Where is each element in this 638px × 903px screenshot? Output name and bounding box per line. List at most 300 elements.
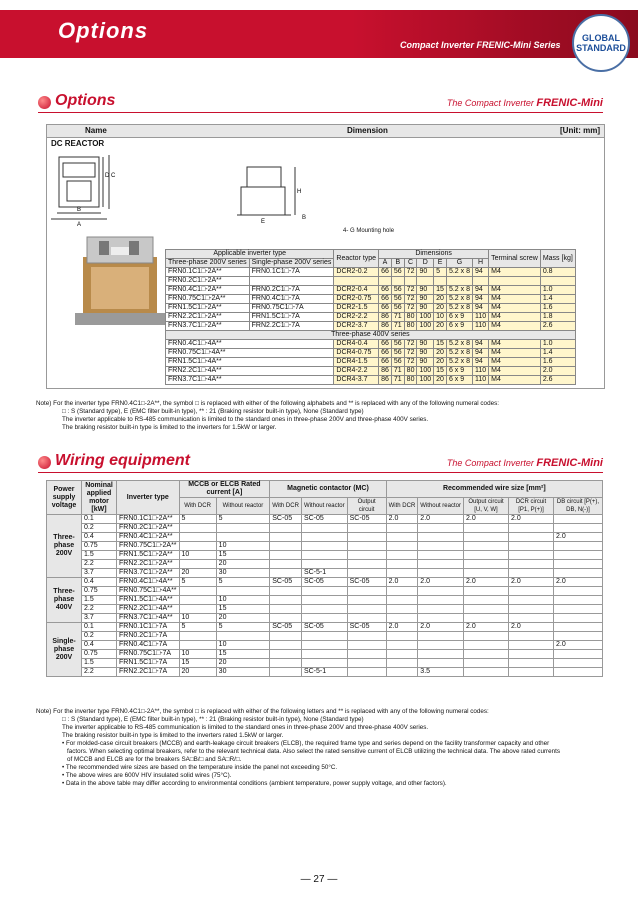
cell-db: [554, 524, 603, 533]
dim-mass: 1.6: [540, 358, 575, 367]
dim-mass: 1.8: [540, 313, 575, 322]
cell-w3: [464, 587, 509, 596]
cell-m2: 5: [216, 578, 270, 587]
cell-w3: 2.0: [464, 578, 509, 587]
cell-db: [554, 659, 603, 668]
cell-m2: 5: [216, 623, 270, 632]
th-a: A: [379, 259, 392, 268]
dim-g: 6 x 9: [446, 322, 472, 331]
th-mc: Magnetic contactor (MC): [270, 481, 386, 498]
inverter-type-single200: FRN1.5C1□-7A: [249, 313, 334, 322]
cell-m2: 10: [216, 641, 270, 650]
side-view-drawing: [231, 157, 321, 227]
dim-b: 56: [391, 349, 404, 358]
cell-m1: 10: [179, 650, 216, 659]
cell-w4: [509, 560, 554, 569]
cell-m1: 10: [179, 551, 216, 560]
cell-db: [554, 515, 603, 524]
cell-inv: FRN0.4C1□-4A**: [117, 578, 180, 587]
dim-c: 80: [404, 367, 417, 376]
cell-m1: [179, 641, 216, 650]
table-row: [47, 515, 603, 524]
cell-m2: [216, 632, 270, 641]
cell-w1: 2.0: [386, 578, 418, 587]
dim-h: 94: [472, 349, 488, 358]
cell-inv: FRN0.1C1□-2A**: [117, 515, 180, 524]
th-three400: Three-phase 400V series: [166, 331, 576, 340]
cell-w4: [509, 524, 554, 533]
cell-db: [554, 551, 603, 560]
dim-h: 110: [472, 322, 488, 331]
cell-w2: [418, 596, 464, 605]
inverter-type-single200: FRN0.4C1□-7A: [249, 295, 334, 304]
dim-mass: 1.0: [540, 340, 575, 349]
dim-c: 72: [404, 340, 417, 349]
reactor-type: DCR2-0.2: [334, 268, 379, 277]
cell-c3: [347, 659, 386, 668]
th-w-dcrcircuit: DCR circuit [P1, P(+)]: [509, 498, 554, 515]
th-mc-output: Output circuit: [347, 498, 386, 515]
cell-c1: [270, 641, 302, 650]
note1-lead: Note) For the inverter type FRN0.4C1□-2A**, the symbol □ is replaced with either of the following alphabets and ** is replaced with any of the following numeral codes:: [36, 400, 499, 407]
dim-screw: M4: [489, 376, 541, 385]
cell-w4: [509, 569, 554, 578]
table-row: [47, 605, 603, 614]
dim-g: 5.2 x 8: [446, 286, 472, 295]
dim-screw: M4: [489, 313, 541, 322]
dim-b: 56: [391, 358, 404, 367]
th-mccb-dcr: With DCR: [179, 498, 216, 515]
bullet-icon: [38, 96, 51, 109]
cell-m2: [216, 587, 270, 596]
cell-w1: [386, 569, 418, 578]
cell-w3: [464, 560, 509, 569]
reactor-table: [165, 249, 576, 385]
dim-e: 20: [434, 295, 447, 304]
dim-e: 20: [434, 304, 447, 313]
table-row: [47, 560, 603, 569]
dim-d: [417, 277, 434, 286]
reactor-type: DCR2-1.5: [334, 304, 379, 313]
dim-h: 94: [472, 358, 488, 367]
cell-c2: [301, 551, 347, 560]
dim-mass: 1.4: [540, 349, 575, 358]
cell-w1: [386, 551, 418, 560]
cell-c2: [301, 659, 347, 668]
dim-a: 66: [379, 349, 392, 358]
cell-w2: [418, 587, 464, 596]
dim-h: [472, 277, 488, 286]
cell-c1: [270, 560, 302, 569]
cell-c2: [301, 587, 347, 596]
dim-e: 20: [434, 376, 447, 385]
table-row: [47, 533, 603, 542]
dim-a: 86: [379, 376, 392, 385]
dim-d: 90: [417, 304, 434, 313]
table-row: [47, 623, 603, 632]
cell-kw: 3.7: [82, 614, 117, 623]
table-row: [47, 578, 603, 587]
dim-e: 15: [434, 340, 447, 349]
dim-screw: M4: [489, 358, 541, 367]
cell-c2: SC-5-1: [301, 668, 347, 677]
dim-g: 5.2 x 8: [446, 340, 472, 349]
cell-c2: SC-5-1: [301, 569, 347, 578]
dim-b: 71: [391, 313, 404, 322]
cell-c2: SC-05: [301, 578, 347, 587]
th-mc-noreactor: Without reactor: [301, 498, 347, 515]
dim-d: 90: [417, 268, 434, 277]
cell-w1: [386, 587, 418, 596]
cell-c1: [270, 632, 302, 641]
dim-a: 66: [379, 286, 392, 295]
th-mccb: MCCB or ELCB Rated current [A]: [179, 481, 270, 498]
cell-c2: [301, 641, 347, 650]
table-row: [47, 668, 603, 677]
cell-w4: [509, 605, 554, 614]
cell-w1: 2.0: [386, 623, 418, 632]
inverter-type-three400: FRN2.2C1□-4A**: [166, 367, 334, 376]
cell-w2: 3.5: [418, 668, 464, 677]
cell-kw: 1.5: [82, 659, 117, 668]
th-three200: Three-phase 200V series: [166, 259, 250, 268]
table-row: [166, 367, 576, 376]
note2-lead: Note) For the inverter type FRN0.4C1□-2A**, the symbol □ is replaced with either of the following letters and ** is replaced with any of the following numeral codes:: [36, 708, 489, 715]
cell-c2: [301, 560, 347, 569]
cell-c2: [301, 596, 347, 605]
dim-a: 66: [379, 358, 392, 367]
cell-inv: FRN3.7C1□-4A**: [117, 614, 180, 623]
cell-m1: 5: [179, 515, 216, 524]
cell-w1: [386, 641, 418, 650]
th-mass: Mass [kg]: [540, 250, 575, 268]
note2-bullet: • Data in the above table may differ according to environmental conditions (ambient temperature, power supply voltage, and other factors).: [62, 780, 447, 787]
table-row: [166, 304, 576, 313]
dim-e: 10: [434, 313, 447, 322]
cell-w4: [509, 551, 554, 560]
cell-inv: FRN0.4C1□-2A**: [117, 533, 180, 542]
cell-m2: 10: [216, 596, 270, 605]
cell-w3: [464, 533, 509, 542]
cell-db: [554, 668, 603, 677]
col-dimension: Dimension: [347, 126, 388, 135]
th-motor: Nominal applied motor [kW]: [82, 481, 117, 515]
cell-inv: FRN0.75C1□-7A: [117, 650, 180, 659]
dim-c: [404, 277, 417, 286]
dim-b: [391, 277, 404, 286]
table-row: [166, 277, 576, 286]
cell-c2: [301, 650, 347, 659]
dim-h: 110: [472, 367, 488, 376]
cell-c3: [347, 542, 386, 551]
dim-h: 110: [472, 313, 488, 322]
dim-mass: [540, 277, 575, 286]
table-row: [47, 542, 603, 551]
cell-w1: [386, 659, 418, 668]
cell-m1: [179, 533, 216, 542]
dim-screw: M4: [489, 340, 541, 349]
th-dimensions: Dimensions: [379, 250, 489, 259]
dim-a: 66: [379, 340, 392, 349]
dim-a: 66: [379, 304, 392, 313]
cell-inv: FRN1.5C1□-7A: [117, 659, 180, 668]
dim-screw: M4: [489, 295, 541, 304]
cell-w1: [386, 650, 418, 659]
th-applicable: Applicable inverter type: [166, 250, 334, 259]
cell-c3: SC-05: [347, 623, 386, 632]
reactor-type: DCR2-0.75: [334, 295, 379, 304]
cell-kw: 1.5: [82, 551, 117, 560]
table-row: [166, 268, 576, 277]
dim-a: 66: [379, 295, 392, 304]
dim-c: 72: [404, 268, 417, 277]
cell-w1: [386, 524, 418, 533]
dim-c: 72: [404, 304, 417, 313]
dim-h: 94: [472, 286, 488, 295]
cell-c1: [270, 668, 302, 677]
svg-text:B: B: [77, 207, 82, 213]
cell-kw: 0.2: [82, 524, 117, 533]
cell-w1: [386, 614, 418, 623]
cell-c3: [347, 668, 386, 677]
reactor-type: [334, 277, 379, 286]
cell-m1: 5: [179, 578, 216, 587]
cell-c1: [270, 614, 302, 623]
cell-w4: [509, 641, 554, 650]
dim-b: 71: [391, 376, 404, 385]
cell-w2: [418, 650, 464, 659]
brand-tagline: The Compact Inverter FRENIC-Mini: [446, 97, 603, 109]
table-row: [166, 349, 576, 358]
cell-m1: 10: [179, 614, 216, 623]
power-supply-group: Three-phase 400V: [47, 578, 82, 623]
cell-w2: [418, 605, 464, 614]
cell-db: [554, 569, 603, 578]
cell-c3: [347, 524, 386, 533]
dim-a: 86: [379, 367, 392, 376]
cell-kw: 3.7: [82, 569, 117, 578]
cell-w4: 2.0: [509, 515, 554, 524]
svg-text:D: D: [105, 173, 110, 179]
dim-a: 86: [379, 322, 392, 331]
cell-w2: [418, 659, 464, 668]
cell-kw: 0.75: [82, 542, 117, 551]
dim-screw: M4: [489, 304, 541, 313]
cell-w3: [464, 632, 509, 641]
dim-c: 72: [404, 349, 417, 358]
th-power: Power supply voltage: [47, 481, 82, 515]
cell-m1: [179, 632, 216, 641]
cell-c2: [301, 533, 347, 542]
cell-w1: [386, 560, 418, 569]
cell-c3: [347, 587, 386, 596]
cell-w2: 2.0: [418, 578, 464, 587]
brand-tagline: The Compact Inverter FRENIC-Mini: [446, 457, 603, 469]
cell-c3: [347, 560, 386, 569]
cell-w4: [509, 587, 554, 596]
dim-c: 80: [404, 322, 417, 331]
table-row: [47, 632, 603, 641]
cell-inv: FRN0.1C1□-7A: [117, 623, 180, 632]
inverter-type-single200: FRN2.2C1□-7A: [249, 322, 334, 331]
cell-w1: [386, 542, 418, 551]
inverter-type-three200: FRN0.1C1□-2A**: [166, 268, 250, 277]
cell-m2: 15: [216, 605, 270, 614]
cell-c2: SC-05: [301, 623, 347, 632]
inverter-type-three400: FRN3.7C1□-4A**: [166, 376, 334, 385]
options-section-header: [38, 94, 603, 113]
cell-c3: [347, 551, 386, 560]
reactor-type: DCR4-0.75: [334, 349, 379, 358]
cell-m1: 15: [179, 659, 216, 668]
dim-d: 100: [417, 367, 434, 376]
dim-e: 20: [434, 322, 447, 331]
cell-db: 2.0: [554, 641, 603, 650]
cell-w3: [464, 650, 509, 659]
cell-w2: [418, 614, 464, 623]
cell-c1: SC-05: [270, 623, 302, 632]
inverter-type-three200: FRN0.75C1□-2A**: [166, 295, 250, 304]
inverter-type-three200: FRN0.2C1□-2A**: [166, 277, 250, 286]
note2-line: The inverter applicable to RS-485 communication is limited to the standard ones in three-phase 200V and three-phase 400V series.: [62, 724, 429, 731]
cell-w4: [509, 668, 554, 677]
table-row: [166, 376, 576, 385]
inverter-type-single200: FRN0.1C1□-7A: [249, 268, 334, 277]
cell-c1: [270, 587, 302, 596]
cell-c1: [270, 596, 302, 605]
cell-w1: [386, 632, 418, 641]
cell-m2: 5: [216, 515, 270, 524]
inverter-type-three400: FRN0.4C1□-4A**: [166, 340, 334, 349]
wiring-section-header: [38, 454, 603, 473]
dim-mass: 1.6: [540, 304, 575, 313]
wiring-section-title: Wiring equipment: [55, 452, 190, 469]
cell-c3: [347, 596, 386, 605]
cell-w4: [509, 596, 554, 605]
cell-m2: 30: [216, 668, 270, 677]
cell-w3: [464, 551, 509, 560]
dim-g: [446, 277, 472, 286]
dim-b: 71: [391, 322, 404, 331]
cell-c3: SC-05: [347, 515, 386, 524]
cell-w3: [464, 668, 509, 677]
options-table-body: [46, 137, 605, 389]
cell-c1: [270, 533, 302, 542]
table-row: [47, 596, 603, 605]
cell-w3: [464, 596, 509, 605]
cell-w2: 2.0: [418, 623, 464, 632]
cell-m1: [179, 560, 216, 569]
cell-c3: [347, 605, 386, 614]
th-b: B: [391, 259, 404, 268]
cell-w3: [464, 542, 509, 551]
mounting-hole-label: 4- G Mounting hole: [343, 228, 395, 234]
header-banner: [0, 10, 638, 58]
dim-d: 100: [417, 313, 434, 322]
cell-inv: FRN2.2C1□-2A**: [117, 560, 180, 569]
cell-inv: FRN0.2C1□-2A**: [117, 524, 180, 533]
cell-kw: 0.75: [82, 650, 117, 659]
note1-line: The braking resistor built-in type is limited to the inverters for 1.5kW or larger.: [62, 424, 277, 431]
note2-bullet: • For molded-case circuit breakers (MCCB) and earth-leakage circuit breakers (ELCB), the required frame type and series depend on the facility transformer capacity and other: [62, 740, 550, 747]
cell-m1: 20: [179, 668, 216, 677]
inverter-type-single200: [249, 277, 334, 286]
cell-inv: FRN2.2C1□-4A**: [117, 605, 180, 614]
th-inverter: Inverter type: [117, 481, 180, 515]
unit-label: [Unit: mm]: [560, 126, 600, 135]
dim-mass: 0.8: [540, 268, 575, 277]
cell-w1: [386, 596, 418, 605]
reactor-type: DCR4-2.2: [334, 367, 379, 376]
cell-inv: FRN3.7C1□-2A**: [117, 569, 180, 578]
note2-bullet-cont: of MCCB and ELCB are for the breakers SA□B/□ and SA□R/□.: [67, 756, 242, 763]
cell-w2: [418, 641, 464, 650]
dim-screw: M4: [489, 349, 541, 358]
dim-c: 80: [404, 376, 417, 385]
th-mccb-noreactor: Without reactor: [216, 498, 270, 515]
page-number: ― 27 ―: [300, 874, 338, 885]
cell-c2: SC-05: [301, 515, 347, 524]
cell-c3: [347, 533, 386, 542]
note2-bullet-cont: factors. When selecting optimal breakers, refer to the relevant technical data. Also select the rated sensitive current of ELCB utilizing the technical data. The above rated currents: [67, 748, 561, 755]
dim-screw: M4: [489, 268, 541, 277]
table-row: [47, 587, 603, 596]
dim-screw: M4: [489, 367, 541, 376]
dim-h: 94: [472, 295, 488, 304]
reactor-type: DCR2-3.7: [334, 322, 379, 331]
cell-m2: [216, 524, 270, 533]
cell-c1: [270, 551, 302, 560]
cell-inv: FRN0.75C1□-4A**: [117, 587, 180, 596]
dim-b: 56: [391, 304, 404, 313]
dim-mass: 2.6: [540, 376, 575, 385]
cell-w4: [509, 542, 554, 551]
cell-w2: [418, 632, 464, 641]
cell-m1: [179, 542, 216, 551]
dim-screw: M4: [489, 286, 541, 295]
cell-c2: [301, 605, 347, 614]
cell-c1: [270, 569, 302, 578]
th-d: D: [417, 259, 434, 268]
dim-d: 90: [417, 349, 434, 358]
dim-mass: 2.6: [540, 322, 575, 331]
dim-d: 90: [417, 340, 434, 349]
cell-w1: [386, 668, 418, 677]
cell-w4: [509, 632, 554, 641]
cell-w3: 2.0: [464, 623, 509, 632]
cell-db: [554, 623, 603, 632]
dim-c: 72: [404, 358, 417, 367]
cell-inv: FRN2.2C1□-7A: [117, 668, 180, 677]
cell-m2: [216, 533, 270, 542]
col-name: Name: [85, 126, 107, 135]
dim-mass: 2.0: [540, 367, 575, 376]
wiring-note: [36, 708, 626, 788]
cell-w1: [386, 533, 418, 542]
dim-b: 56: [391, 340, 404, 349]
cell-c1: [270, 524, 302, 533]
dim-c: 72: [404, 295, 417, 304]
th-wire: Recommended wire size [mm²]: [386, 481, 602, 498]
th-g: G: [446, 259, 472, 268]
cell-kw: 0.2: [82, 632, 117, 641]
note1-line: The inverter applicable to RS-485 communication is limited to the standard ones in three-phase 200V and three-phase 400V series.: [62, 416, 429, 423]
cell-w1: 2.0: [386, 515, 418, 524]
cell-m1: [179, 587, 216, 596]
dim-b: 56: [391, 268, 404, 277]
reactor-type: DCR2-0.4: [334, 286, 379, 295]
dim-mass: 1.0: [540, 286, 575, 295]
